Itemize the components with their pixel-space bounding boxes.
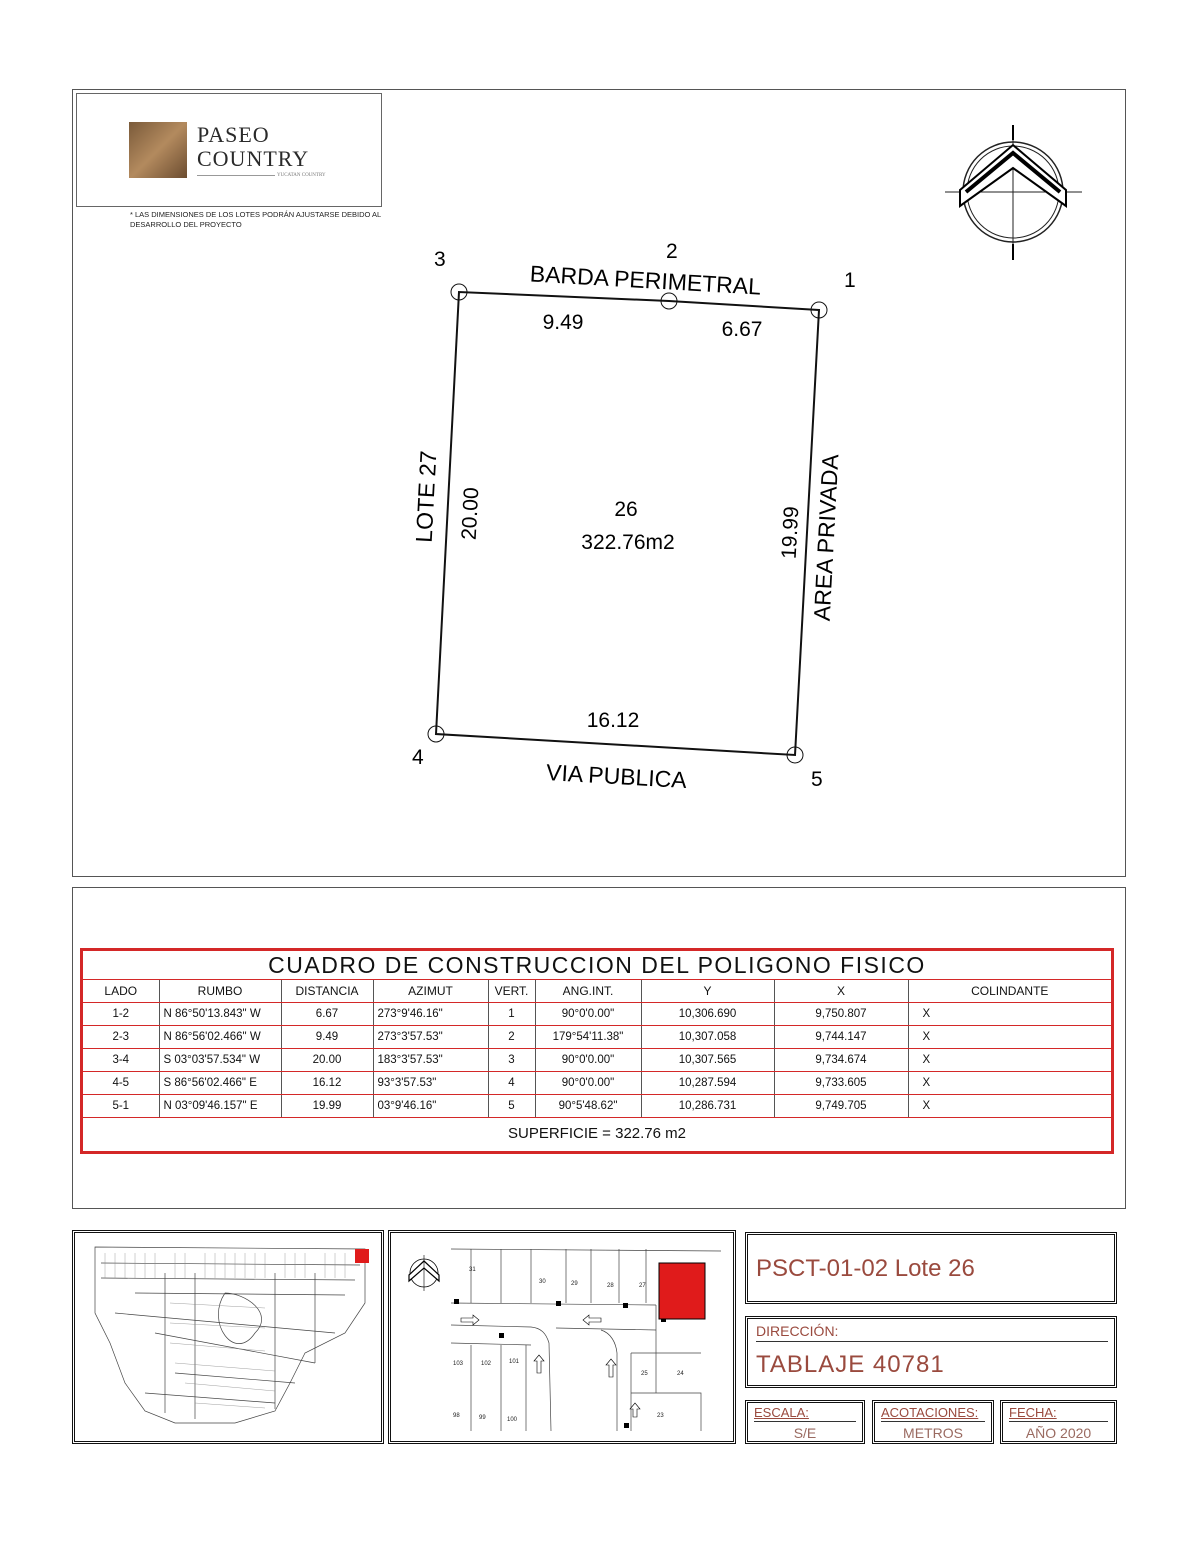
table-cell: N 86°50'13.843" W [159, 1003, 281, 1026]
escala-label: ESCALA: [754, 1405, 809, 1420]
superficie-total: SUPERFICIE = 322.76 m2 [508, 1124, 686, 1142]
site-lot-label: 24 [677, 1371, 684, 1377]
table-cell: 9,744.147 [774, 1026, 908, 1049]
site-lot-label: 100 [507, 1417, 518, 1423]
direccion-rule [756, 1341, 1108, 1342]
table-cell: 10,286.731 [641, 1095, 774, 1118]
table-cell: 03°9'46.16" [373, 1095, 488, 1118]
acotaciones-rule [881, 1421, 985, 1422]
title-name-box [745, 1232, 1117, 1304]
fecha-label: FECHA: [1009, 1405, 1057, 1420]
table-cell: X [908, 1095, 1111, 1118]
site-map-drawing [391, 1233, 733, 1441]
site-lot-label: 29 [571, 1281, 578, 1287]
table-cell: 4-5 [83, 1072, 159, 1095]
lot-area: 322.76m2 [581, 531, 675, 554]
side-label-left: LOTE 27 [410, 449, 442, 544]
site-map [388, 1230, 736, 1444]
table-cell: 10,306.690 [641, 1003, 774, 1026]
site-lot-label: 30 [539, 1279, 546, 1285]
key-map-highlight [355, 1249, 369, 1263]
vertex-label-3: 3 [434, 248, 446, 271]
col-header: DISTANCIA [281, 980, 373, 1003]
logo-sub: YUCATAN COUNTRY [277, 173, 326, 178]
table-cell: S 03°03'57.534" W [159, 1049, 281, 1072]
col-header: RUMBO [159, 980, 281, 1003]
logo-line1: PASEO [197, 122, 270, 147]
table-cell: 9,733.605 [774, 1072, 908, 1095]
site-lot-label: 101 [509, 1359, 520, 1365]
plan-title: PSCT-01-02 Lote 26 [756, 1255, 975, 1282]
table-cell: 1-2 [83, 1003, 159, 1026]
table-cell: 3-4 [83, 1049, 159, 1072]
table-row [83, 1003, 1111, 1026]
site-lot-label: 25 [641, 1371, 648, 1377]
table-cell: S 86°56'02.466" E [159, 1072, 281, 1095]
table-cell: 5-1 [83, 1095, 159, 1118]
table-cell: 10,307.058 [641, 1026, 774, 1049]
table-cell: 5 [488, 1095, 535, 1118]
site-lot-label: 27 [639, 1283, 646, 1289]
table-row [83, 1026, 1111, 1049]
table-row [83, 1095, 1111, 1118]
site-lot-label: 102 [481, 1361, 492, 1367]
title-acotaciones-box [872, 1400, 994, 1444]
site-lot-label: 99 [479, 1415, 486, 1421]
direccion-value: TABLAJE 40781 [756, 1351, 945, 1378]
table-cell: 2 [488, 1026, 535, 1049]
title-escala-box [745, 1400, 865, 1444]
col-header: ANG.INT. [535, 980, 641, 1003]
table-cell: X [908, 1003, 1111, 1026]
table-cell: X [908, 1026, 1111, 1049]
escala-value: S/E [793, 1425, 817, 1441]
table-cell: N 86°56'02.466" W [159, 1026, 281, 1049]
superficie-row [83, 1118, 1111, 1149]
disclaimer-note: * LAS DIMENSIONES DE LOS LOTES PODRÁN AJUSTARSE DEBIDO AL DESARROLLO DEL PROYECTO [130, 210, 381, 229]
construction-table [80, 948, 1114, 1154]
site-lot-label: 23 [657, 1413, 664, 1419]
table-cell: 9,750.807 [774, 1003, 908, 1026]
site-lot-label: 98 [453, 1413, 460, 1419]
table-cell: 90°0'0.00" [535, 1049, 641, 1072]
side-label-top: BARDA PERIMETRAL [529, 260, 762, 300]
table-cell: 90°5'48.62" [535, 1095, 641, 1118]
table-cell: 10,307.565 [641, 1049, 774, 1072]
table-cell: 183°3'57.53" [373, 1049, 488, 1072]
col-header: COLINDANTE [908, 980, 1111, 1003]
dim-bottom: 16.12 [586, 709, 640, 732]
table-cell: X [908, 1072, 1111, 1095]
table-cell: 9.49 [281, 1026, 373, 1049]
title-direccion-box [745, 1316, 1117, 1388]
col-header: X [774, 980, 908, 1003]
fecha-rule [1009, 1421, 1108, 1422]
site-lot-label: 28 [607, 1283, 614, 1289]
dim-top-left: 9.49 [542, 311, 584, 334]
table-cell: 19.99 [281, 1095, 373, 1118]
table-cell: 4 [488, 1072, 535, 1095]
vertex-label-4: 4 [412, 746, 424, 769]
table-cell: 273°3'57.53" [373, 1026, 488, 1049]
direccion-label: DIRECCIÓN: [756, 1323, 839, 1339]
table-cell: 90°0'0.00" [535, 1072, 641, 1095]
table-title-row [83, 951, 1111, 980]
table-cell: 90°0'0.00" [535, 1003, 641, 1026]
col-header: LADO [83, 980, 159, 1003]
table-cell: 273°9'46.16" [373, 1003, 488, 1026]
site-map-highlight [659, 1263, 705, 1319]
logo-line2: COUNTRY [197, 146, 310, 171]
escala-rule [754, 1421, 856, 1422]
vertex-label-1: 1 [844, 269, 856, 292]
table-title: CUADRO DE CONSTRUCCION DEL POLIGONO FISICO [83, 951, 1111, 980]
dim-right: 19.99 [777, 505, 804, 560]
table-cell: 3 [488, 1049, 535, 1072]
table-row [83, 1072, 1111, 1095]
table-cell: 2-3 [83, 1026, 159, 1049]
lot-number: 26 [614, 498, 638, 521]
table-cell: 1 [488, 1003, 535, 1026]
vertex-label-2: 2 [666, 240, 678, 263]
side-label-bottom: VIA PUBLICA [545, 758, 688, 794]
col-header: AZIMUT [373, 980, 488, 1003]
table-cell: 9,749.705 [774, 1095, 908, 1118]
title-fecha-box [1000, 1400, 1117, 1444]
table-cell: 20.00 [281, 1049, 373, 1072]
table-row [83, 1049, 1111, 1072]
key-map-drawing [75, 1233, 381, 1441]
col-header: VERT. [488, 980, 535, 1003]
table-cell: 93°3'57.53" [373, 1072, 488, 1095]
table-cell: 9,734.674 [774, 1049, 908, 1072]
lot-polygon [436, 292, 819, 755]
dim-left: 20.00 [457, 486, 484, 541]
side-label-right: AREA PRIVADA [808, 453, 844, 622]
vertex-label-5: 5 [811, 768, 823, 791]
table-cell: 10,287.594 [641, 1072, 774, 1095]
table-header-row [83, 980, 1111, 1003]
table-cell: N 03°09'46.157" E [159, 1095, 281, 1118]
acotaciones-value: METROS [903, 1425, 963, 1441]
dim-top-right: 6.67 [721, 318, 763, 341]
table-cell: 6.67 [281, 1003, 373, 1026]
table-cell: 16.12 [281, 1072, 373, 1095]
table-cell: X [908, 1049, 1111, 1072]
table-cell: 179°54'11.38" [535, 1026, 641, 1049]
fecha-value: AÑO 2020 [1025, 1425, 1092, 1441]
site-lot-label: 31 [469, 1267, 476, 1273]
key-map [72, 1230, 384, 1444]
site-lot-label: 103 [453, 1361, 464, 1367]
col-header: Y [641, 980, 774, 1003]
acotaciones-label: ACOTACIONES: [881, 1405, 979, 1420]
